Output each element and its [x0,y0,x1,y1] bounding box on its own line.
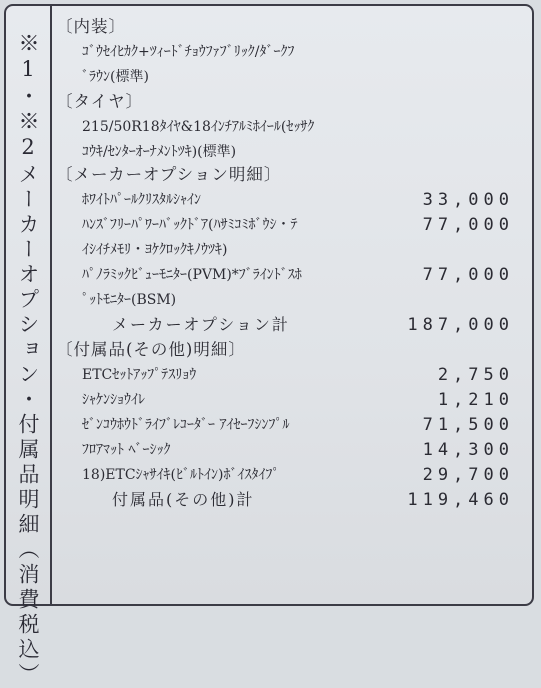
option-label-continued: ｲｼｲﾁﾒﾓﾘ・ﾖｹｸﾛｯｸｷﾉｳﾂｷ) [82,242,228,258]
option-amount: 77,000 [422,215,514,235]
option-amount: 33,000 [422,190,514,210]
option-amount: 77,000 [422,265,514,285]
accessories-heading: 〔付属品(その他)明細〕 [56,340,246,359]
maker-option-row [56,188,520,212]
interior-heading: 〔内装〕 [56,17,126,36]
content [56,6,532,604]
option-label: ﾊﾝｽﾞﾌﾘｰﾊﾟﾜｰﾊﾞｯｸﾄﾞｱ(ﾊｻﾐｺﾐﾎﾞｳｼ・ﾃ [82,217,298,233]
accessory-row [56,363,520,387]
interior-line-2: ﾞﾗｳﾝ(標準) [82,69,149,85]
side-title: ※1・※2メーカーオプション・付属品明細（消費税込） [16,32,40,688]
total-amount: 187,000 [407,315,514,335]
maker-options-total-row [56,313,520,337]
accessories-total-row [56,488,520,512]
accessory-amount: 71,500 [422,415,514,435]
sidebar [6,6,52,688]
total-amount: 119,460 [407,490,514,510]
options-sheet [4,4,534,688]
tire-line-1: 215/50R18ﾀｲﾔ&18ｲﾝﾁｱﾙﾐﾎｲｰﾙ(ｾｯｻｸ [82,119,315,135]
accessory-row [56,388,520,412]
option-label: ﾊﾟﾉﾗﾐｯｸﾋﾞｭｰﾓﾆﾀｰ(PVM)*ﾌﾞﾗｲﾝﾄﾞｽﾎ [82,267,302,283]
accessory-label: ｾﾞﾝｺｳﾎｳﾄﾞﾗｲﾌﾞﾚｺｰﾀﾞｰ ｱｲｾｰﾌｼﾝﾌﾟﾙ [82,417,290,433]
interior-line-1: ｺﾞｳｾｲﾋｶｸ+ﾂｨｰﾄﾞﾁｮｳﾌｧﾌﾞﾘｯｸ/ﾀﾞｰｸﾌ [82,44,295,60]
accessory-amount: 29,700 [422,465,514,485]
accessory-row [56,438,520,462]
option-label: ﾎﾜｲﾄﾊﾟｰﾙｸﾘｽﾀﾙｼｬｲﾝ [82,192,201,208]
total-label: メーカーオプション計 [112,315,290,334]
accessory-label: ETCｾｯﾄｱｯﾌﾟﾃｽﾘｮｳ [82,367,197,383]
accessory-label: ｼｬｹﾝｼｮｳｲﾚ [82,392,145,408]
accessory-row [56,413,520,437]
accessory-amount: 14,300 [422,440,514,460]
accessory-label: ﾌﾛｱﾏｯﾄ ﾍﾞｰｼｯｸ [82,442,171,458]
accessory-row [56,463,520,487]
accessory-label: 18)ETCｼｬｻｲｷ(ﾋﾞﾙﾄｲﾝ)ﾎﾞｲｽﾀｲﾌﾟ [82,467,280,483]
maker-option-row [56,263,520,287]
accessory-amount: 1,210 [437,390,514,410]
tire-line-2: ｺｳｷ/ｾﾝﾀｰｵｰﾅﾒﾝﾄﾂｷ)(標準) [82,144,237,160]
total-label: 付属品(その他)計 [112,490,255,509]
maker-option-row [56,213,520,237]
maker-options-heading: 〔メーカーオプション明細〕 [56,165,282,184]
tire-heading: 〔タイヤ〕 [56,92,144,111]
accessory-amount: 2,750 [437,365,514,385]
option-label-continued: ﾟｯﾄﾓﾆﾀｰ(BSM) [82,292,177,308]
